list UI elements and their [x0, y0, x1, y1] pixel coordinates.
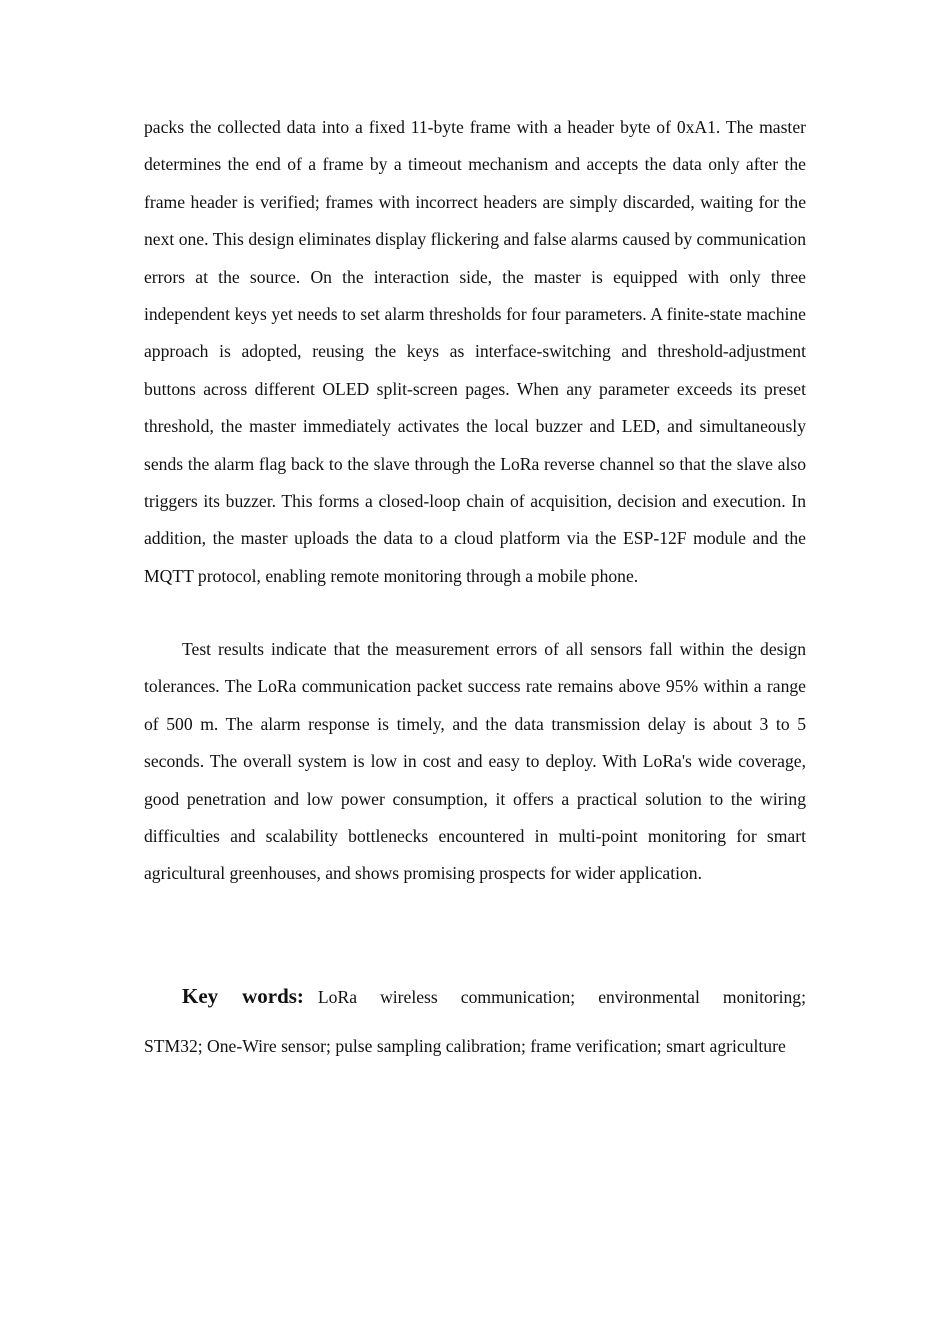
body-paragraph-1: packs the collected data into a fixed 11-byte frame with a header byte of 0xA1. The master determines the end of a frame by a timeout mechanism and accepts the data only after the frame header is verified; frames with incorrect headers are simply discarded, waiting for the next one. This design eliminates display flickering and false alarms caused by communication errors at the source. On the interaction side, the master is equipped with only three independent keys yet needs to set alarm thresholds for four parameters. A finite-state machine approach is adopted, reusing the keys as interface-switching and threshold-adjustment buttons across different OLED split-screen pages. When any parameter exceeds its preset threshold, the master immediately activates the local buzzer and LED, and simultaneously sends the alarm flag back to the slave through the LoRa reverse channel so that the slave also triggers its buzzer. This forms a closed-loop chain of acquisition, decision and execution. In addition, the master uploads the data to a cloud platform via the ESP-12F module and the MQTT protocol, enabling remote monitoring through a mobile phone.	[144, 117, 806, 586]
keywords-first-line	[144, 978, 806, 1016]
keywords-list-start: LoRa wireless communication; environmental monitoring;	[317, 987, 806, 1007]
keywords-list-continued: STM32; One-Wire sensor; pulse sampling calibration; frame verification; smart agriculture	[144, 1036, 786, 1056]
keywords-section	[144, 978, 806, 1065]
body-paragraph-2: Test results indicate that the measurement errors of all sensors fall within the design tolerances. The LoRa communication packet success rate remains above 95% within a range of 500 m. The alarm response is timely, and the data transmission delay is about 3 to 5 seconds. The overall system is low in cost and easy to deploy. With LoRa's wide coverage, good penetration and low power consumption, it offers a practical solution to the wiring difficulties and scalability bottlenecks encountered in multi-point monitoring for smart agricultural greenhouses, and shows promising prospects for wider application.	[144, 639, 806, 884]
keywords-label: Key words:	[182, 984, 304, 1008]
